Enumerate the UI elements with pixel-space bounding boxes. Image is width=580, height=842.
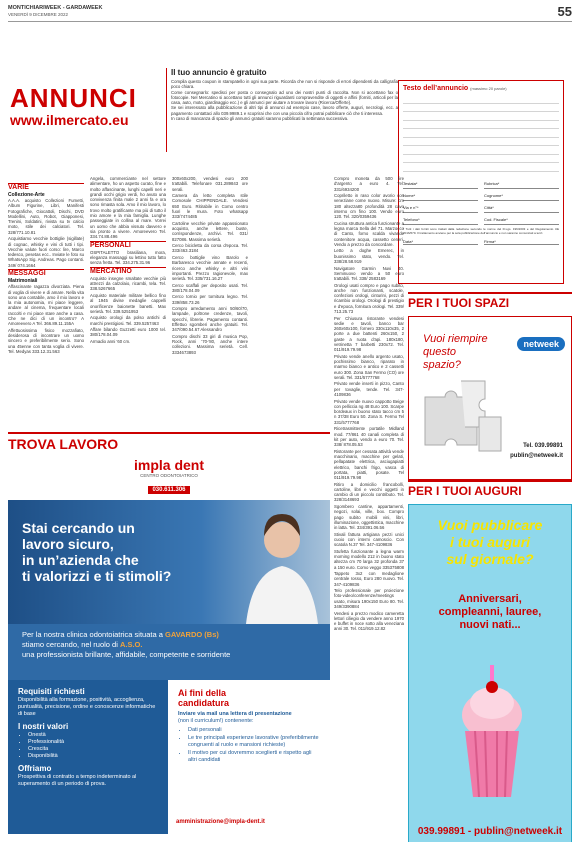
coupon-header xyxy=(403,85,559,92)
hero-line: in un’azienda che xyxy=(22,552,139,568)
ad-listing: Privato vende nuovo cappotto Beige con pelliccia ng 48 Euro 100. Scarpe bordeaux in buono stato tacco cm 5 n 37/38 Euro 50. Zona S. Fermo Tel 331/5777768 xyxy=(334,398,404,425)
auguri-line: i tuoi auguri xyxy=(449,534,531,550)
coupon-text-lines[interactable] xyxy=(403,95,559,173)
ad-listing: Compro dischi 33 giri di musica Pop, Rock, anni '70-'80, anche intere collezioni. Massima serietà. Cell. 3334673893 xyxy=(172,333,248,355)
cand-item: • Le tre principali esperienze lavorative (preferibilmente congruenti al ruolo e mansioni richieste) xyxy=(188,735,320,749)
ad-listing: A.A.A. acquisto Collezioni Fumetti, Album Figurine, Libri, Manifesti Fotografiche, Giocattoli, Dischi, DVD Modellini, Auto, Robot, Giapponesi, Trenini, Soldatini, rivista su tv calcio moto, stile dei calciatori. Tel. 328/771.10.81 xyxy=(8,198,84,235)
cand-item: • Dati personali xyxy=(188,727,320,734)
column-3 xyxy=(172,176,248,356)
impladent-logo-area xyxy=(8,454,330,500)
person-photo-icon xyxy=(236,506,320,624)
offer-title: Offriamo xyxy=(18,764,52,773)
band-text: stiamo cercando, nel ruolo di xyxy=(22,640,120,649)
ad-listing: Ristorante per cessata attività vende macchinario, macchine per gelati, pellapatate elettrica, asciugapiatti elettrico, banchi frigo, vasca di portata, piatti, posate. Tel 011/919.79.98 xyxy=(334,448,404,481)
cand-intro: Inviare via mail una lettera di presentazione xyxy=(178,711,292,717)
value-item: • Onestà xyxy=(28,732,158,739)
auguri-sub: Anniversari, xyxy=(458,593,522,605)
ad-listing: Acquisto insegne smaltate vecchie più attrezzi da calzolaio, ricambi, tela. Tel. 338.5267665 xyxy=(90,275,166,292)
cand-title-line: Ai fini della xyxy=(178,688,227,698)
ad-listing: Privato vende inserti in pizzo, Canto per tovaglie, tende. Tel. 347-4109836 xyxy=(334,381,404,398)
netweek-label: netweek xyxy=(523,339,559,349)
ad-listing: Tappeto 3x2 con medaglione centrale rosso, Euro 280 nuovo. Tel. 347-4109836 xyxy=(334,571,404,587)
newspaper-name: MONTICHIARIWEEK - GARDAWEEK xyxy=(8,5,103,11)
ad-listing: Vendesi a prezzo modico cameretta lettori ciliegio da vendere anno 1970 e buffet in noce sotto alla veneziana anni 30. Tel. 011/919.12.82 xyxy=(334,610,404,632)
ad-listing: Sgombero cantine, appartamenti, negozi, solai, ville, box. Compro pago subito mobili vini, libri, illuminazione, oggettistica, macchine in latta. Tel. 334/391.06.56 xyxy=(334,503,404,531)
ad-listing: Cucina struttura antica funzionante a legna marca Sella del 71. Marzocco di Canto, forno scalda vivande contenitore acqua, cassetto ceneri. Vendo a prezzo da concordare. xyxy=(334,220,404,247)
band-line-1 xyxy=(22,630,316,640)
ad-listing: Telo professionale per proiezione foto-video/conferenze/meetings usato, misura 190x150 Euro 80. Tel. 349/3390884 xyxy=(334,588,404,610)
puzzle-icon xyxy=(421,377,505,457)
ad-listing: OSPITALETTO brasiliana, mora, eleganza massaggi su lettino tutto fatto senza fretta. Tel. 334.275.31.96 xyxy=(90,249,166,266)
auguri-line: sul giornale? xyxy=(446,551,534,567)
annunci-url: www.ilmercato.eu xyxy=(10,112,129,128)
coupon-field[interactable]: Cognome* xyxy=(484,189,559,201)
ad-listing: Navigatore Garmin Nuvi 40. Seminuovo vendo a 50 euro trattabili. Tel. 338/ 2583169 xyxy=(334,265,404,282)
coupon-field[interactable]: Testata* xyxy=(403,177,478,189)
ad-listing: Stivali fattura artigiana pezzi unici cuoio con interni camoscio. Con scatola N.37 Tel. 347-4109836 xyxy=(334,531,404,548)
ad-listing: Angela, commerciante nel settore alimentare, ho un aspetto curato, fine e molto affascinante, lunghi capelli neri e grandi occhi grigio verdi, ho avuto una convivenza finita male 2 anni fa e ora sono rimasta sola. Amo il mio lavoro, lo trovo molto gratificante ma più di tutto il mio amore e la mia famiglia. Lunghe passeggiate in collina al mare. Vorrei un uomo che abbia vissuto davvero e sia pronto a vivere. Amoreevero Tel. 334.74.88.496 xyxy=(90,176,166,240)
ad-listing: Compro arredamento anni 50/60/70, lampade, poltrone credenze, tavoli, specchi, librerie. Pagamento contanti. Effettuo sgomberi anche gratuiti. Tel. 347/090.54.67 Alessandro xyxy=(172,306,248,333)
ad-listing: 300x60x200, vendesi euro 200 trattabili. Telefonare 031.289843 ore serali. xyxy=(172,176,248,192)
free-ad-p1: Compila questo coupon in stampatello in ogni sua parte. Ricorda che non si risponde di errori dipendenti da calligrafia poco chiara. xyxy=(171,79,398,90)
free-ad-p3: Se sei interessato alla pubblicazione di altri tipi di annunci ad esempio case, lavoro offerte, auguri, necrologi, ecc. a pagamento contattaci allo 039.9989.1 e scoprirai che con una piccola cifra potrai pubblicare ciò che ti interessa. xyxy=(171,105,398,116)
annunci-brand xyxy=(10,84,160,144)
band-line-2 xyxy=(22,640,316,650)
coupon-field[interactable]: Via e n°* xyxy=(403,201,478,213)
hero-banner xyxy=(8,500,330,624)
ad-listing: Ricetrasmittente portatile Midland mod. 77/861 40 canali completa di kit per auto, vendo a euro 70. Tel. 338/ 878.05.53 xyxy=(334,426,404,448)
requirements-panel xyxy=(8,680,168,834)
coupon-privacy: * Tutti i dati forniti sono trattati dalla redazione secondo le norme del D.Lgs. 196/2003 e del Regolamento UE 2016/679. Il trattamento avviene per la sola pubblicazione dell’annuncio e non saranno comunicati a terzi. xyxy=(403,227,559,235)
ad-listing: Affascinante ragazza divorziata. Piena di voglia di vivere e di amare. Nella vita sono una contabile, amo il mio lavoro e la mia autonomia, mi piace leggere, andare al cinema, frequentare locali raccolti e mi piace stare anche a casa. Che ne dici di un incontro? A Amoreevero A Tel. 366.89.11.155A xyxy=(8,284,84,327)
coupon-fields xyxy=(403,177,559,225)
impladent-logo: impla dent xyxy=(133,457,204,473)
value-item: • Crescita xyxy=(28,746,158,753)
coupon-form xyxy=(398,80,564,284)
band-highlight: A.S.O. xyxy=(119,640,143,649)
spazi-tel: Tel. 039.99891 xyxy=(523,443,563,449)
coupon-title: Testo dell’annuncio xyxy=(403,85,469,92)
cand-email[interactable]: amministrazione@impla-dent.it xyxy=(176,819,265,825)
impladent-phone[interactable]: 030.611.306 xyxy=(148,486,189,494)
cand-title xyxy=(178,688,320,708)
value-item: • Professionalità xyxy=(28,739,158,746)
spazi-title: PER I TUOI SPAZI xyxy=(408,292,572,310)
spazi-text: Vuoi riempire questo spazio? xyxy=(423,333,488,371)
cupcake-icon xyxy=(457,665,527,805)
cand-item: • Il motivo per cui dovremmo sceglierti e rispetto agli altri candidati xyxy=(188,750,320,764)
auguri-title: PER I TUOI AUGURI xyxy=(408,480,572,498)
ad-listing: Per Chiusura ristorante vendesi sedie e tavoli, banco bar 260x60x100, fornero 330x110x35, 2 porte a due battenti 260x150, 2 gaste a ruota d'api. 180x180, vetrinetta 7 barbetti 230x72. Tel. 011/919.79.98 xyxy=(334,315,404,353)
ad-listing: Cerco tornio per tornitura legno. Tel. 339/858.73.26 xyxy=(172,294,248,305)
ad-listing: Acquisto orologi da polso antichi di marchi prestigiosi. Tel. 339.5257463 xyxy=(90,315,166,326)
ad-listing: Cerco bottiglie vino Barolo e Barbaresco vecchie annate e recenti, ricerco anche whisky e altri vini importanti. Prezzo ragionevole, max serietà. Tel. 335/731.16.27 xyxy=(172,254,248,282)
ad-listing: Acquisto materiale militare bellico fino al 1945 divise medaglie cappelli onorificenze baionette banetti. Max serietà. Tel. 339.5251953 xyxy=(90,292,166,314)
coupon-signature-field[interactable]: Firma* xyxy=(484,239,559,245)
ad-listing: Ritiro a domicilio francobolli, cartoline, libri e vecchi oggetti in cambio di un piccolo contributo. Tel. 328/3148693 xyxy=(334,481,404,503)
hero-headline xyxy=(22,520,171,584)
ad-listing: Compro moneta da 500 lire d'argento a euro 4. Tel. 331/6934200 xyxy=(334,176,404,192)
value-item: • Disponibilità xyxy=(28,753,158,760)
auguri-section xyxy=(408,480,572,842)
column-1 xyxy=(8,183,84,355)
offer-text: Prospettiva di contratto a tempo indeterminato al superamento di un periodo di prova. xyxy=(18,774,137,787)
auguri-headline xyxy=(409,517,571,568)
column-2 xyxy=(90,176,166,345)
hero-line: lavoro sicuro, xyxy=(22,536,114,552)
ad-listing: Letto a doghe Emerec, in buonissimo stato, vendo. Tel. 338/28.58.919 xyxy=(334,248,404,265)
lavoro-section xyxy=(8,432,330,452)
req-text: Disponibilità alla formazione, positività, accoglienza, puntualità, precisione, ordine e conoscenze informatiche di base xyxy=(18,697,156,717)
values-title: I nostri valori xyxy=(18,722,69,731)
ad-listing: Copriletto in raso color avorio con veneziane come nuovo. Misure: cm 180 altezza80 profondità 28 cavo interno cm fino 100. Vendo euro 120. Tel. 320/0359436 xyxy=(334,193,404,220)
coupon-field[interactable]: Rubrica* xyxy=(484,177,559,189)
auguri-sub: compleanni, lauree, xyxy=(438,606,542,618)
spazi-email[interactable]: publin@netweek.it xyxy=(510,453,563,459)
hero-line: Stai cercando un xyxy=(22,520,135,536)
ad-listing: Privato vende anello argento usato, pochissimo bianco, riparato in marmo bianco e antico e 2 cassetti euro 300. Zona San Fermo (CO) ore serali. Tel. 331/5777768 xyxy=(334,353,404,380)
auguri-line: Vuoi pubblicare xyxy=(437,517,543,533)
auguri-sub: nuovi nati... xyxy=(459,619,521,631)
section-varie: VARIE xyxy=(8,183,84,192)
free-ad-p4: In caso di mancanza di spazio gli annunci gratuiti saranno pubblicati la settimana successiva. xyxy=(171,116,349,122)
ad-listing: Cartoline vecchie private appassionato acquisto, anche lettere, buste, corrispondenze, archivi. Tel. 031/ 827086. Massima serietà. xyxy=(172,220,248,242)
band-line-3: una professionista brillante, affidabile, competente e sorridente xyxy=(22,650,231,659)
band-highlight: GAVARDO (Bs) xyxy=(165,630,219,639)
hero-line: ti valorizzi e ti stimoli? xyxy=(22,568,172,584)
ad-listing: Armadio anni '60 cm. xyxy=(90,338,131,344)
impladent-logo-sub: CENTRO ODONTOIATRICO xyxy=(140,473,198,478)
subsection-collezione: Collezione-Arte xyxy=(8,192,45,198)
coupon-date-field[interactable]: Data* xyxy=(403,239,478,245)
ad-listing: Acquistiamo vecchie bottiglie (sigillate) di cognac, whisky e vini di tutti i tipi. Vecchie valute fuori corso: lire, Marco tedesco, pesetas ecc.. Inviate le foto su WhatsApp Sig. Andreas. Pago contanti. 349/ 074.1664 xyxy=(8,236,84,268)
coupon-field[interactable]: Telefono* xyxy=(403,213,478,225)
free-ad-p2: Come consegnarlo: spedisci per posta o consegnalo ad uno dei nostri punti di raccolta. Non si accettano fax o fotocopie. Nel Mercatino si accettano tutti gli annunci riguardanti compravendite di oggetti e affini (forniti, articoli per la casa, auto, moto, giardinaggio ecc.) e gli annunci per aiutare a trovare lavoro (Ricerca/Offerte). xyxy=(171,89,398,106)
ad-listing: Affare bilando Guzzetti euro 1000 tel. 380/178.04.09 xyxy=(90,327,166,338)
info-band xyxy=(8,624,330,680)
spazi-box xyxy=(408,316,572,480)
auguri-contact[interactable]: 039.99891 - publin@netweek.it xyxy=(417,826,563,837)
netweek-logo xyxy=(517,337,565,351)
free-ad-box xyxy=(166,68,398,152)
ad-listing: Cerco scaffali per deposito usati. Tel. 380/178.04.09 xyxy=(172,282,248,293)
candidacy-panel xyxy=(168,680,330,834)
page-number: 55 xyxy=(557,4,572,19)
req-title: Requisiti richiesti xyxy=(18,687,85,696)
band-text: Per la nostra clinica odontoiatrica situata a xyxy=(22,630,165,639)
section-personali: PERSONALI xyxy=(90,241,166,250)
page-header xyxy=(8,4,572,22)
subsection-matrimoniali: Matrimoniali xyxy=(8,278,38,285)
coupon-field[interactable]: Cod. Fiscale* xyxy=(484,213,559,225)
ad-listing: Orologi usati compro e pago subito, anche non funzionanti, scatole, confezioni orologi, cinturini, pezzi di ricambio orologi. Orologi di prestigio e d'epoca, fornitura orologi. Tel. 339/ 713.25.73 xyxy=(334,282,404,315)
auguri-box xyxy=(408,504,572,842)
ad-listing: Stufetta funzionante a legna warm morning modello 212 in buono stato altezza cm 70 larga 32 profonda 37 a 150 euro. Como veggo 335375808 xyxy=(334,548,404,570)
coupon-hint: (massimo 20 parole) xyxy=(470,86,507,91)
ad-listing: Cerco bicicletta da corsa d'epoca. Tel. 333/463.3184 xyxy=(172,243,248,254)
free-ad-title: Il tuo annuncio è gratuito xyxy=(171,68,267,77)
impladent-ad xyxy=(8,454,330,834)
issue-date: VENERDÌ 9 DICEMBRE 2022 xyxy=(8,12,69,17)
annunci-title: ANNUNCI xyxy=(10,83,137,113)
coupon-field[interactable]: Nome* xyxy=(403,189,478,201)
ad-listing: Camera da letto completa stile Comosole CHIPPENDALE. Vendesi 650 Euro. Ritirabile in Como centro fuori le mura. Foto whatsapp 333/7474485 xyxy=(172,193,248,220)
auguri-subline xyxy=(409,593,571,632)
values-list xyxy=(18,732,158,760)
cand-list xyxy=(178,727,320,764)
cand-sub: (non il curriculum!) contenente: xyxy=(178,718,254,724)
lavoro-title: TROVA LAVORO xyxy=(8,432,330,452)
column-4 xyxy=(334,176,404,838)
spazi-section xyxy=(408,292,572,480)
coupon-field[interactable]: Città* xyxy=(484,201,559,213)
section-mercatino: MERCATINO xyxy=(90,267,166,276)
ad-listing: Affettuosissima fisico mozzafiato, desiderosa di incontrare un uomo sincero e preferibilmente serio. Sono una 45enne con tanta voglia di vivere. Tel. Medyas 333.12.31.563 xyxy=(8,327,84,354)
section-messaggi: MESSAGGI xyxy=(8,269,84,278)
cand-title-line: candidatura xyxy=(178,698,230,708)
